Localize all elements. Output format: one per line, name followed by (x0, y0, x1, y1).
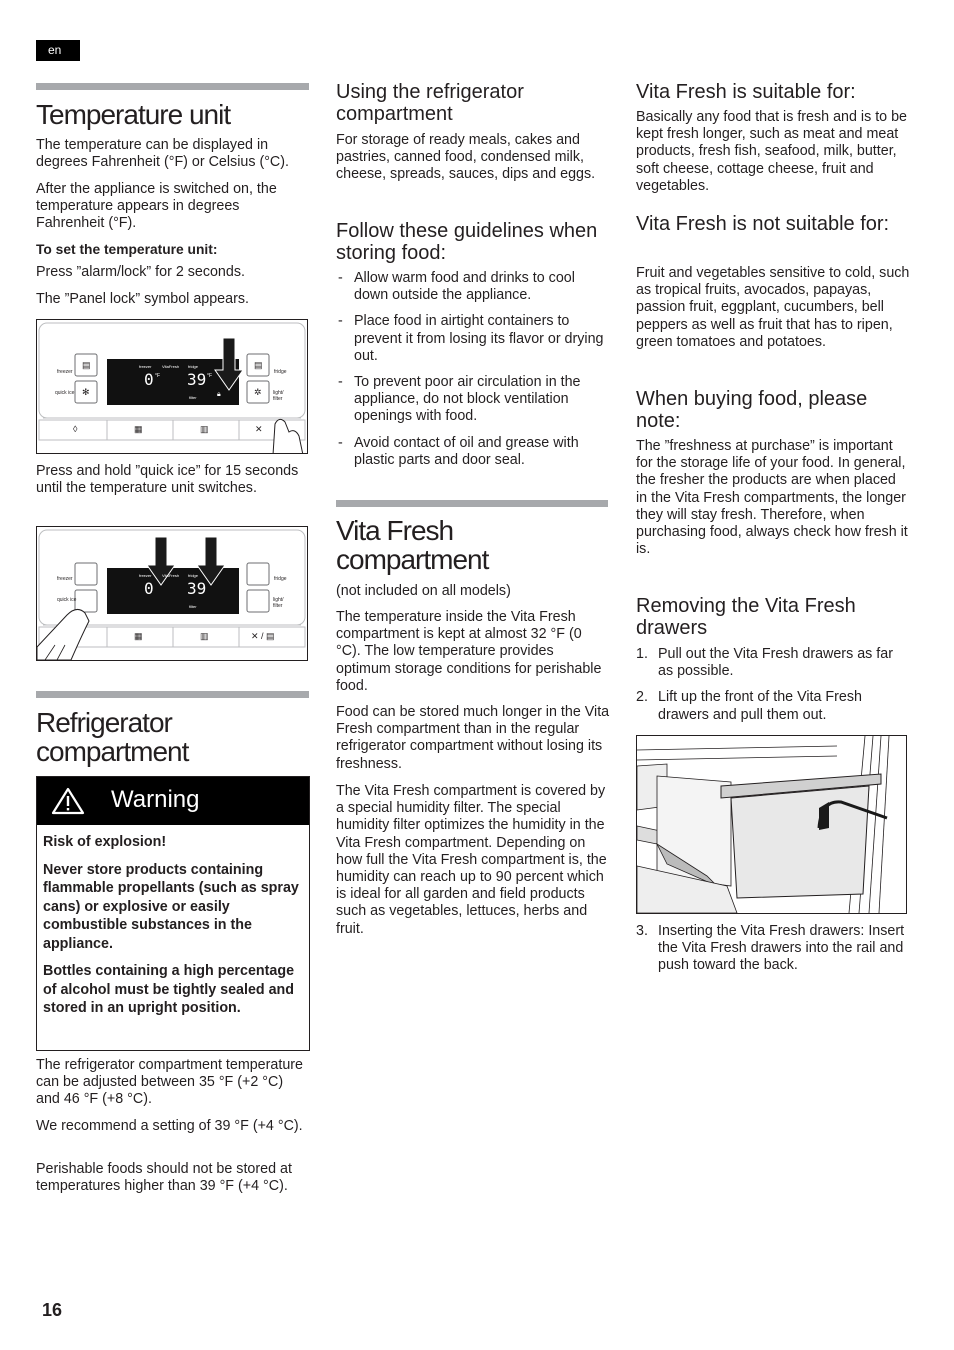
text-suitable: Basically any food that is fresh and is to be kept fresh longer, such as meat and meat products, fresh fish, seafood, milk, butter, soft cheese, cottage cheese, fruit and vegetables. (636, 109, 907, 194)
text-vita-temp: The temperature inside the Vita Fresh compartment is kept at almost 32 °F (0 °C). The low temperature provides optimum storage conditions for perishable food. (336, 609, 602, 694)
crushed-ice-icon: ▥ (200, 424, 209, 434)
quick-ice-icon: ✻ (82, 387, 90, 397)
list-item (636, 646, 910, 680)
label-light-filter: light/ filter (273, 390, 284, 402)
step-number: 2. (636, 689, 648, 706)
list-item: - Allow warm food and drinks to cool down outside the appliance. (336, 270, 610, 304)
display-freezer-temp-2: 0 (144, 579, 154, 598)
display-unit-freezer: °F (155, 373, 161, 379)
section-rule-3 (336, 500, 608, 507)
text-press-alarm: Press ”alarm/lock” for 2 seconds. (36, 264, 245, 280)
warning-title: Warning (111, 786, 200, 813)
text-quick-ice-hold: Press and hold ”quick ice” for 15 seconds until the temperature unit switches. (36, 463, 299, 497)
text-panel-lock: The ”Panel lock” symbol appears. (36, 291, 249, 307)
control-panel-illustration (37, 320, 307, 453)
text-not-suitable: Fruit and vegetables sensitive to cold, such as tropical fruits, avocados, papayas, passion fruit, eggplant, cucumbers, bell peppers as well as fruit that has to ripen, green tomatoes and potatoes. (636, 265, 910, 350)
warning-body (37, 825, 309, 1018)
water-icon: ◊ (73, 424, 78, 434)
label-fridge: fridge (274, 369, 287, 375)
guidelines-list (336, 270, 610, 469)
text-set-unit: To set the temperature unit: (36, 242, 218, 257)
warning-header (37, 777, 309, 825)
list-item: - Avoid contact of oil and grease with plastic parts and door seal. (336, 435, 610, 469)
cubed-ice-icon-2: ▦ (134, 631, 143, 641)
text-buying-food: The ”freshness at purchase” is important for the storage life of your food. In general, the fresher the products are when placed in the Vita Fresh compartments, the longer they will stay fresh. Therefore, when purchasing food, always check how fresh it is. (636, 438, 908, 558)
language-tag: en (36, 40, 80, 61)
warning-box (36, 776, 310, 1051)
lock-icon: 🔒︎ (217, 391, 221, 398)
step-text: Inserting the Vita Fresh drawers: Insert the Vita Fresh drawers into the rail and push toward the back. (658, 923, 905, 974)
warning-alcohol: Bottles containing a high percentage of alcohol must be tightly sealed and stored in an upright position. (43, 963, 295, 1016)
display-label-freezer: freezer (139, 364, 152, 369)
label-quick-ice: quick ice (55, 390, 75, 396)
display-label-vitafresh: VitaFresh (162, 364, 180, 369)
step-number: 3. (636, 923, 648, 939)
drawer-illustration (637, 736, 906, 913)
display-fridge-temp: 39 (187, 370, 207, 389)
heading-buying-food: When buying food, please note: (636, 388, 868, 432)
fridge-temp-icon: ▤ (254, 360, 263, 370)
list-item (636, 923, 910, 975)
label-fridge-2: fridge (274, 576, 287, 582)
heading-not-suitable: Vita Fresh is not suitable for: (636, 213, 890, 235)
list-item: - Place food in airtight containers to prevent it from losing its flavor or drying out. (336, 313, 610, 365)
text-vita-storage: Food can be stored much longer in the Vita Fresh compartment than in the regular refrigerator compartment without losing its freshness. (336, 704, 610, 772)
display-filter-label-2: filter (189, 604, 197, 609)
step-number: 1. (636, 646, 648, 662)
heading-vita-fresh: Vita Fresh compartment (336, 515, 489, 575)
page-number: 16 (42, 1300, 63, 1320)
label-freezer: freezer (57, 369, 73, 375)
alarm-lock-icon-2: ✕ / ▤ (251, 631, 275, 641)
text-not-all-models: (not included on all models) (336, 583, 511, 599)
label-light-filter-2: light/ filter (273, 597, 284, 609)
text-fridge-recommend: We recommend a setting of 39 °F (+4 °C). (36, 1118, 303, 1134)
display-label-vitafresh-2: VitaFresh (162, 573, 180, 578)
heading-removing-drawers: Removing the Vita Fresh drawers (636, 595, 856, 639)
text-perishable: Perishable foods should not be stored at temperatures higher than 39 °F (+4 °C). (36, 1161, 292, 1195)
display-fridge-temp-2: 39 (187, 579, 207, 598)
display-freezer-temp: 0 (144, 370, 154, 389)
list-item (636, 689, 910, 723)
display-filter-label: filter (189, 395, 197, 400)
control-panel-figure-2 (36, 526, 308, 661)
display-label-fridge-2: fridge (188, 573, 199, 578)
light-icon: ✲ (254, 387, 262, 397)
step-text: Lift up the front of the Vita Fresh drawers and pull them out. (658, 689, 862, 723)
text-fridge-range: The refrigerator compartment temperature can be adjusted between 35 °F (+2 °C) and 46 °F (+8 °C). (36, 1057, 303, 1108)
insert-steps (636, 923, 910, 975)
crushed-ice-icon-2: ▥ (200, 631, 209, 641)
control-panel-figure-1 (36, 319, 308, 454)
step-text: Pull out the Vita Fresh drawers as far as possible. (658, 646, 893, 680)
text-temp-display: The temperature can be displayed in degrees Fahrenheit (°F) or Celsius (°C). (36, 137, 289, 171)
label-freezer-2: freezer (57, 576, 73, 582)
label-quick-ice-2: quick ice (57, 597, 77, 603)
warning-propellants: Never store products containing flammable propellants (such as spray cans) or explosive or easily combustible substances in the appliance. (43, 861, 299, 952)
cubed-ice-icon: ▦ (134, 424, 143, 434)
alarm-lock-icon: ✕ (255, 424, 263, 434)
section-rule (36, 83, 309, 90)
vita-fresh-drawer-figure (636, 735, 907, 914)
warning-risk: Risk of explosion! (43, 834, 167, 850)
freezer-temp-icon: ▤ (82, 360, 91, 370)
heading-refrigerator-compartment: Refrigerator compartment (36, 707, 189, 767)
heading-follow-guidelines: Follow these guidelines when storing food: (336, 220, 598, 264)
heading-suitable: Vita Fresh is suitable for: (636, 81, 856, 103)
display-label-fridge: fridge (188, 364, 199, 369)
removal-steps (636, 646, 910, 724)
heading-using-fridge: Using the refrigerator compartment (336, 81, 524, 125)
warning-triangle-icon (51, 787, 85, 815)
text-using-fridge: For storage of ready meals, cakes and pastries, canned food, condensed milk, cheese, spreads, sauces, dips and eggs. (336, 132, 596, 183)
text-temp-default: After the appliance is switched on, the temperature appears in degrees Fahrenheit (°F). (36, 181, 277, 232)
display-unit-fridge: °F (207, 373, 213, 379)
text-vita-humidity: The Vita Fresh compartment is covered by a special humidity filter. The special humidity filter optimizes the humidity in the Vita Fresh compartment. Depending on how full the Vita Fresh compartment is, the humidity can reach up to 90 percent which is ideal for all garden and field products such as vegetables, lettuces, herbs and fruit. (336, 783, 607, 937)
section-rule-2 (36, 691, 309, 698)
heading-temperature-unit: Temperature unit (36, 99, 231, 130)
display-label-freezer-2: freezer (139, 573, 152, 578)
list-item: - To prevent poor air circulation in the appliance, do not block ventilation openings with food. (336, 374, 610, 426)
